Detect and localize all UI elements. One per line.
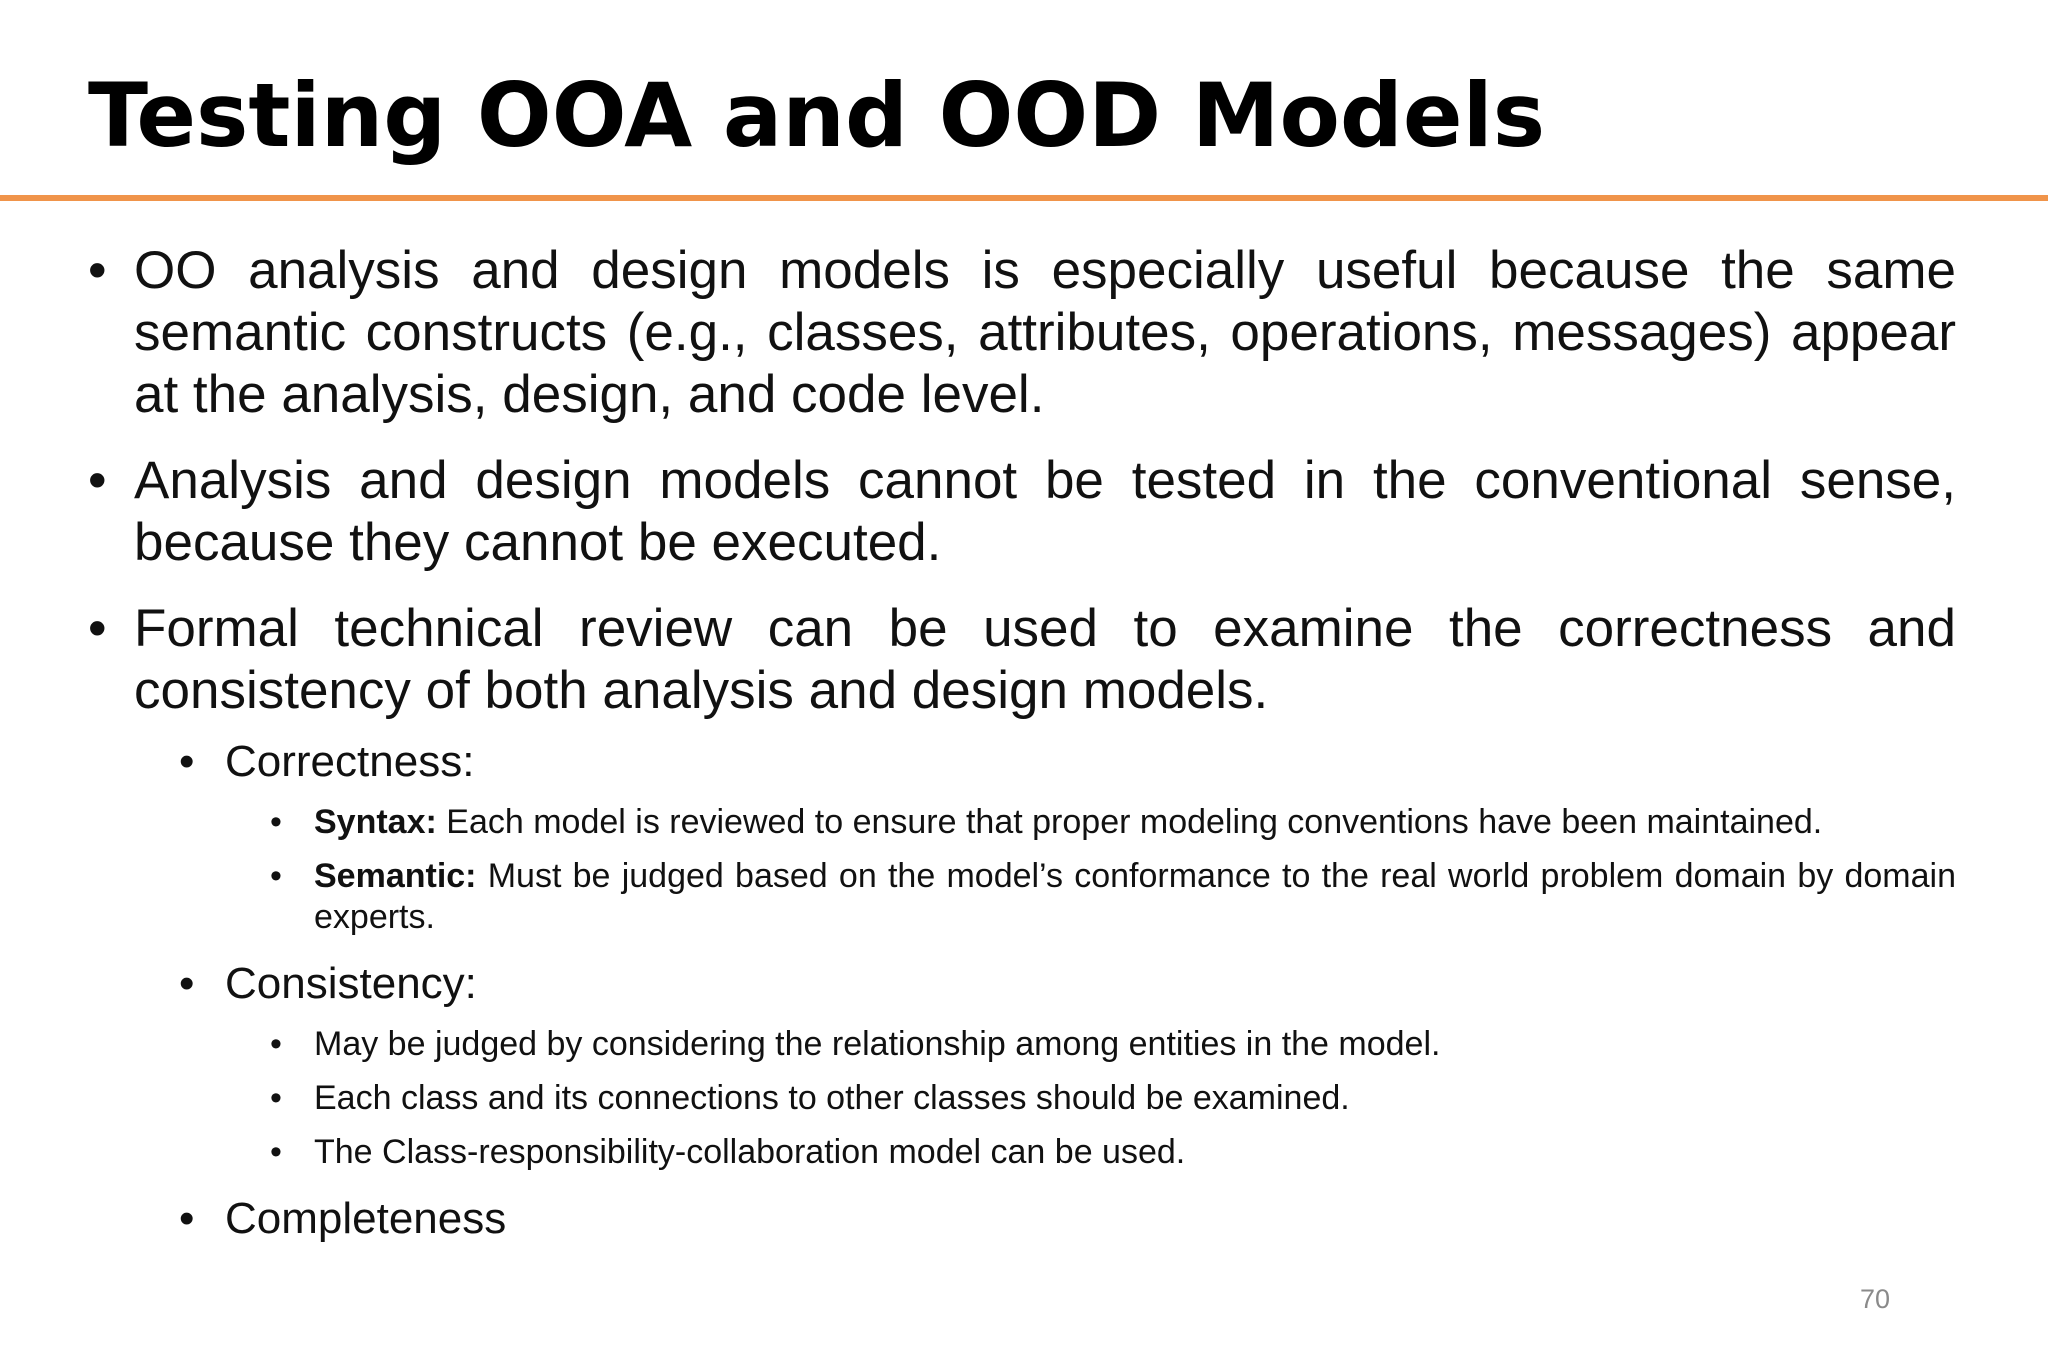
bullet-dot: • [270, 1133, 282, 1171]
bullet-text: Formal technical review can be used to examine the correctness and consistency of both analysis and design models. [134, 599, 1956, 720]
bullet-dot: • [270, 857, 282, 895]
sub-sub-bullet [270, 1132, 1956, 1173]
bullet-dot: • [88, 241, 107, 300]
term-label: Syntax: [314, 803, 437, 841]
bullet-text: Each class and its connections to other classes should be examined. [314, 1079, 1350, 1117]
slide-body [88, 240, 1956, 1259]
bullet-dot: • [270, 803, 282, 841]
sub-bullet-completeness [179, 1193, 1956, 1245]
bullet-dot: • [179, 737, 195, 786]
bullet-dot: • [270, 1025, 282, 1063]
bullet-text: Analysis and design models cannot be tested in the conventional sense, because they cannot be executed. [134, 451, 1956, 572]
bullet-dot: • [179, 959, 195, 1008]
bullet-item [88, 240, 1956, 426]
page-number: 70 [1859, 1284, 1890, 1314]
bullet-text: Each model is reviewed to ensure that proper modeling conventions have been maintained. [436, 803, 1823, 841]
sub-bullet-label: Completeness [225, 1194, 507, 1243]
bullet-dot: • [88, 451, 107, 510]
title-divider [0, 195, 2048, 201]
sub-bullet-consistency [179, 958, 1956, 1010]
sub-sub-bullet [270, 802, 1956, 843]
bullet-dot: • [179, 1194, 195, 1243]
sub-bullet-label: Correctness: [225, 737, 475, 786]
sub-sub-bullet [270, 1024, 1956, 1065]
bullet-dot: • [270, 1079, 282, 1117]
bullet-item [88, 598, 1956, 722]
sub-sub-bullet [270, 856, 1956, 938]
sub-sub-bullet [270, 1078, 1956, 1119]
bullet-text: OO analysis and design models is especially useful because the same semantic constructs (e.g., classes, attributes, operations, messages) appear at the analysis, design, and code level. [134, 241, 1956, 424]
bullet-text: May be judged by considering the relationship among entities in the model. [314, 1025, 1441, 1063]
sub-bullet-correctness [179, 736, 1956, 788]
bullet-item [88, 450, 1956, 574]
bullet-dot: • [88, 599, 107, 658]
slide-title: Testing OOA and OOD Models [88, 64, 1546, 167]
sub-bullet-label: Consistency: [225, 959, 477, 1008]
term-label: Semantic: [314, 857, 477, 895]
bullet-text: Must be judged based on the model’s conformance to the real world problem domain by domain experts. [314, 857, 1956, 936]
bullet-text: The Class-responsibility-collaboration model can be used. [314, 1133, 1186, 1171]
